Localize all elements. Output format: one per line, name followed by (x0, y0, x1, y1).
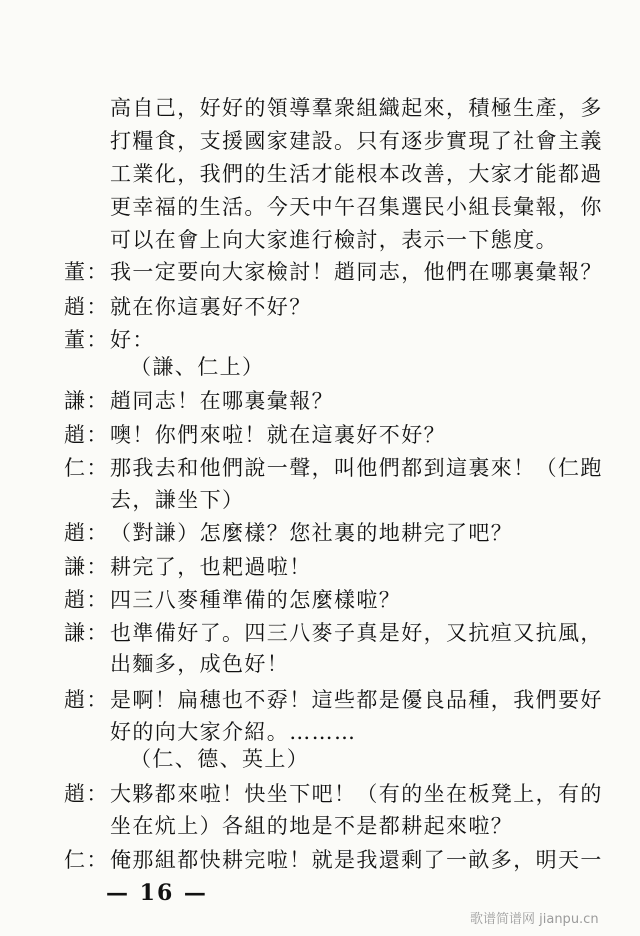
line-text: 坐在炕上）各組的地是不是都耕起來啦？ (110, 814, 514, 838)
line-text: 我一定要向大家檢討！趙同志，他們在哪裏彙報？ (110, 260, 603, 284)
speaker-label: 董： (64, 260, 109, 284)
stage-direction: （謙、仁上） (130, 355, 265, 379)
watermark: 歌谱简谱网 jianpu.cn (470, 912, 599, 927)
page-number: — 16 — (106, 880, 208, 906)
speaker-label: 董： (64, 328, 109, 352)
speaker-label: 趙： (64, 782, 109, 806)
line-text: 好的向大家介紹。……… (110, 720, 357, 744)
line-text: 大夥都來啦！快坐下吧！（有的坐在板凳上，有的 (110, 782, 603, 806)
speaker-label: 趙： (64, 588, 109, 612)
line-text: 高自己，好好的領導羣衆組織起來，積極生產，多 (110, 96, 603, 120)
speaker-label: 謙： (64, 621, 109, 645)
speaker-label: 趙： (64, 423, 109, 447)
line-text: 趙同志！在哪裏彙報？ (110, 389, 334, 413)
line-text: 那我去和他們說一聲，叫他們都到這裏來！（仁跑 (110, 456, 603, 480)
speaker-label: 趙： (64, 521, 109, 545)
speaker-label: 仁： (64, 456, 109, 480)
line-text: 噢！你們來啦！就在這裏好不好？ (110, 423, 446, 447)
line-text: 就在你這裏好不好？ (110, 295, 312, 319)
line-text: 四三八麥種準備的怎麼樣啦？ (110, 588, 402, 612)
line-text: 也準備好了。四三八麥子真是好，又抗疸又抗風， (110, 621, 603, 645)
line-text: 更幸福的生活。今天中午召集選民小組長彙報，你 (110, 195, 603, 219)
line-text: 出麵多，成色好！ (110, 652, 290, 676)
line-text: 俺那組都快耕完啦！就是我還剩了一畝多，明天一 (110, 848, 603, 872)
speaker-label: 謙： (64, 555, 109, 579)
line-text: 好： (110, 328, 155, 352)
line-text: （對謙）怎麼樣？您社裏的地耕完了吧？ (110, 521, 514, 545)
speaker-label: 仁： (64, 848, 109, 872)
line-text: 工業化，我們的生活才能根本改善，大家才能都過 (110, 162, 603, 186)
line-text: 耕完了，也耙過啦！ (110, 555, 312, 579)
line-text: 可以在會上向大家進行檢討，表示一下態度。 (110, 228, 558, 252)
speaker-label: 趙： (64, 295, 109, 319)
stage-direction: （仁、德、英上） (130, 747, 310, 771)
speaker-label: 謙： (64, 389, 109, 413)
speaker-label: 趙： (64, 688, 109, 712)
line-text: 是啊！扁穗也不孬！這些都是優良品種，我們要好 (110, 688, 603, 712)
line-text: 去，謙坐下） (110, 488, 245, 512)
line-text: 打糧食，支援國家建設。只有逐步實現了社會主義 (110, 129, 603, 153)
